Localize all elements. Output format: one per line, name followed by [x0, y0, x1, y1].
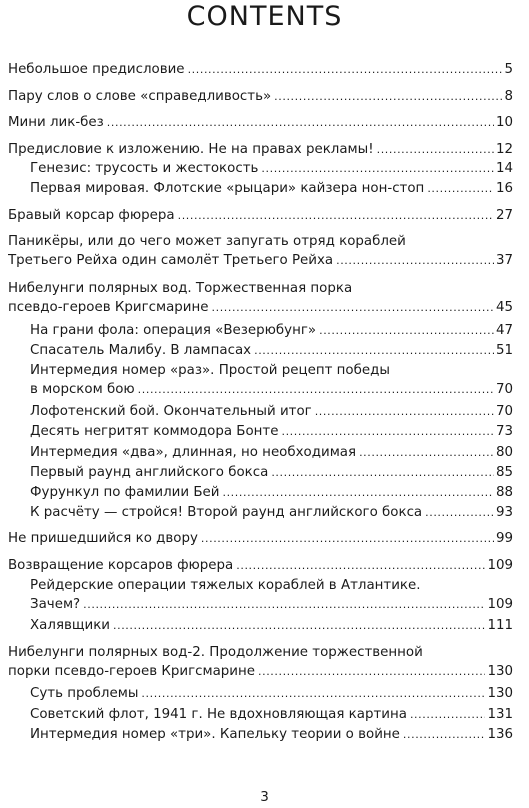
- toc-entry-page: 45: [495, 300, 513, 315]
- toc-entry-line: [8, 87, 513, 106]
- toc-entry-page: 51: [495, 343, 513, 358]
- toc-entry-title: Пару слов о слове «справедливость»: [8, 89, 272, 104]
- dot-leader: [188, 60, 503, 79]
- toc-entry-title: Не пришедшийся ко двору: [8, 531, 198, 546]
- toc-entry[interactable]: [30, 341, 513, 360]
- toc-entry-line: [30, 159, 513, 178]
- toc-entry-page: 80: [495, 445, 513, 460]
- toc-entry[interactable]: [8, 529, 513, 548]
- toc-entry-page: 85: [495, 465, 513, 480]
- dot-leader: [315, 402, 494, 421]
- toc-entry-line: [30, 422, 513, 441]
- toc-entry[interactable]: [8, 113, 513, 132]
- toc-entry-title: Десять негритят коммодора Бонте: [30, 424, 279, 439]
- toc-entry-line: [30, 443, 513, 462]
- toc-entry-line: [30, 341, 513, 360]
- toc-entry-line: [30, 179, 513, 198]
- toc-entry-title: Третьего Рейха один самолёт Третьего Рейха: [8, 253, 334, 268]
- toc-entry-title: К расчёту — стройся! Второй раунд английского бокса: [30, 505, 423, 520]
- toc-entry[interactable]: [30, 616, 513, 635]
- dot-leader: [113, 616, 485, 635]
- toc-entry-line: [8, 113, 513, 132]
- toc-entry-title: Первая мировая. Флотские «рыцари» кайзера нон-стоп: [30, 181, 425, 196]
- toc-entry-page: 27: [495, 208, 513, 223]
- toc-entry-line: [30, 684, 513, 703]
- toc-entry-page: 130: [487, 686, 513, 701]
- toc-entry[interactable]: [30, 483, 513, 502]
- toc-entry-page: 10: [495, 115, 513, 130]
- toc-entry[interactable]: [30, 422, 513, 441]
- dot-leader: [107, 113, 494, 132]
- toc-entry[interactable]: [30, 463, 513, 482]
- toc-entry-title: в морском бою: [30, 382, 135, 397]
- toc-entry-title: Предисловие к изложению. Не на правах рекламы!: [8, 142, 374, 157]
- dot-leader: [336, 251, 494, 270]
- dot-leader: [201, 529, 494, 548]
- toc-entry-title: Нибелунги полярных вод. Торжественная порка: [8, 281, 353, 296]
- dot-leader: [377, 140, 494, 159]
- toc-entry-page: 88: [495, 485, 513, 500]
- toc-entry-title: Спасатель Малибу. В лампасах: [30, 343, 252, 358]
- toc-entry-title: Лофотенский бой. Окончательный итог: [30, 404, 312, 419]
- dot-leader: [359, 443, 494, 462]
- toc-entry-line: [30, 321, 513, 340]
- toc-entry-line: [30, 576, 513, 595]
- toc-entry[interactable]: [30, 503, 513, 522]
- toc-entry-line: [8, 529, 513, 548]
- dot-leader: [254, 341, 494, 360]
- toc-entry[interactable]: [8, 60, 513, 79]
- toc-entry[interactable]: [30, 705, 513, 724]
- toc-entry-line: [8, 60, 513, 79]
- toc-entry-title: порки псевдо-героев Кригсмарине: [8, 664, 255, 679]
- toc-entry-page: 136: [487, 727, 513, 742]
- toc-entry-page: 99: [495, 531, 513, 546]
- toc-entry-page: 131: [487, 707, 513, 722]
- dot-leader: [274, 87, 502, 106]
- toc-entry[interactable]: [8, 87, 513, 106]
- toc-entry[interactable]: [8, 279, 513, 317]
- toc-entry[interactable]: [30, 576, 513, 614]
- dot-leader: [281, 422, 493, 441]
- toc-entry-line: [30, 705, 513, 724]
- dot-leader: [258, 662, 485, 681]
- toc-entry-title: Суть проблемы: [30, 686, 139, 701]
- toc-entry[interactable]: [30, 179, 513, 198]
- toc-entry-page: 70: [495, 404, 513, 419]
- dot-leader: [403, 725, 486, 744]
- toc-entry-line: [8, 206, 513, 225]
- toc-entry-title: Мини лик-без: [8, 115, 104, 130]
- toc-entry-line: [30, 463, 513, 482]
- toc-entry[interactable]: [8, 206, 513, 225]
- dot-leader: [271, 463, 494, 482]
- page-title: CONTENTS: [186, 1, 343, 32]
- dot-leader: [427, 179, 494, 198]
- toc-entry[interactable]: [8, 140, 513, 159]
- dot-leader: [141, 684, 485, 703]
- toc-entry-page: 70: [495, 382, 513, 397]
- toc-entry-page: 111: [487, 618, 513, 633]
- toc-entry[interactable]: [8, 556, 513, 575]
- toc-entry-page: 5: [504, 62, 513, 77]
- toc-entry-page: 109: [487, 558, 513, 573]
- dot-leader: [410, 705, 486, 724]
- toc-entry-title: Небольшое предисловие: [8, 62, 185, 77]
- toc-entry-page: 47: [495, 323, 513, 338]
- toc-entry-line: [30, 595, 513, 614]
- dot-leader: [212, 298, 494, 317]
- toc-entry-line: [30, 361, 513, 380]
- toc-entry-line: [30, 725, 513, 744]
- toc-entry-page: 8: [504, 89, 513, 104]
- toc-entry-line: [30, 402, 513, 421]
- toc-entry-page: 14: [495, 161, 513, 176]
- toc-entry-line: [8, 298, 513, 317]
- toc-entry[interactable]: [30, 321, 513, 340]
- toc-entry-page: 109: [487, 597, 513, 612]
- page-number: 3: [260, 789, 269, 805]
- toc-entry-page: 130: [487, 664, 513, 679]
- toc-entry-title: Зачем?: [30, 597, 81, 612]
- dot-leader: [83, 595, 485, 614]
- toc-entry-line: [8, 279, 513, 298]
- toc-entry-line: [8, 643, 513, 662]
- toc-entry-title: Интермедия номер «раз». Простой рецепт победы: [30, 363, 390, 378]
- toc-entry[interactable]: [8, 643, 513, 681]
- toc-entry-page: 93: [495, 505, 513, 520]
- toc-entry[interactable]: [8, 232, 513, 270]
- dot-leader: [319, 321, 494, 340]
- toc-entry-page: 73: [495, 424, 513, 439]
- toc-entry-title: Халявщики: [30, 618, 110, 633]
- toc-entry-title: Первый раунд английского бокса: [30, 465, 269, 480]
- toc-entry-title: псевдо-героев Кригсмарине: [8, 300, 209, 315]
- dot-leader: [236, 556, 485, 575]
- toc-entry-title: Бравый корсар фюрера: [8, 208, 175, 223]
- toc-entry-title: На грани фола: операция «Везерюбунг»: [30, 323, 317, 338]
- toc-entry-title: Интермедия «два», длинная, но необходимая: [30, 445, 357, 460]
- dot-leader: [222, 483, 493, 502]
- toc-entry-line: [8, 232, 513, 251]
- toc-entry[interactable]: [30, 402, 513, 421]
- toc-entry-line: [8, 251, 513, 270]
- dot-leader: [178, 206, 494, 225]
- toc-entry-line: [30, 380, 513, 399]
- toc-entry-title: Фурункул по фамилии Бей: [30, 485, 220, 500]
- toc-entry-page: 12: [495, 142, 513, 157]
- toc-entry-line: [30, 616, 513, 635]
- toc-entry-page: 37: [495, 253, 513, 268]
- dot-leader: [261, 159, 494, 178]
- toc-entry[interactable]: [30, 684, 513, 703]
- toc-entry[interactable]: [30, 361, 513, 399]
- toc-entry-title: Нибелунги полярных вод-2. Продолжение торжественной: [8, 645, 423, 660]
- toc-entry-title: Советский флот, 1941 г. Не вдохновляющая картина: [30, 707, 407, 722]
- toc-entry-title: Интермедия номер «три». Капельку теории о войне: [30, 727, 400, 742]
- toc-entry-line: [30, 503, 513, 522]
- dot-leader: [425, 503, 494, 522]
- toc-entry[interactable]: [30, 159, 513, 178]
- toc-entry-title: Возвращение корсаров фюрера: [8, 558, 234, 573]
- toc-entry-line: [30, 483, 513, 502]
- toc-entry-title: Паникёры, или до чего может запугать отряд кораблей: [8, 234, 406, 249]
- toc-entry-line: [8, 140, 513, 159]
- dot-leader: [138, 380, 494, 399]
- toc-entry-title: Рейдерские операции тяжелых кораблей в Атлантике.: [30, 578, 421, 593]
- toc-entry-line: [8, 556, 513, 575]
- toc-entry[interactable]: [30, 443, 513, 462]
- toc-entry-page: 16: [495, 181, 513, 196]
- toc-entry-title: Генезис: трусость и жестокость: [30, 161, 259, 176]
- toc-entry-line: [8, 662, 513, 681]
- toc-entry[interactable]: [30, 725, 513, 744]
